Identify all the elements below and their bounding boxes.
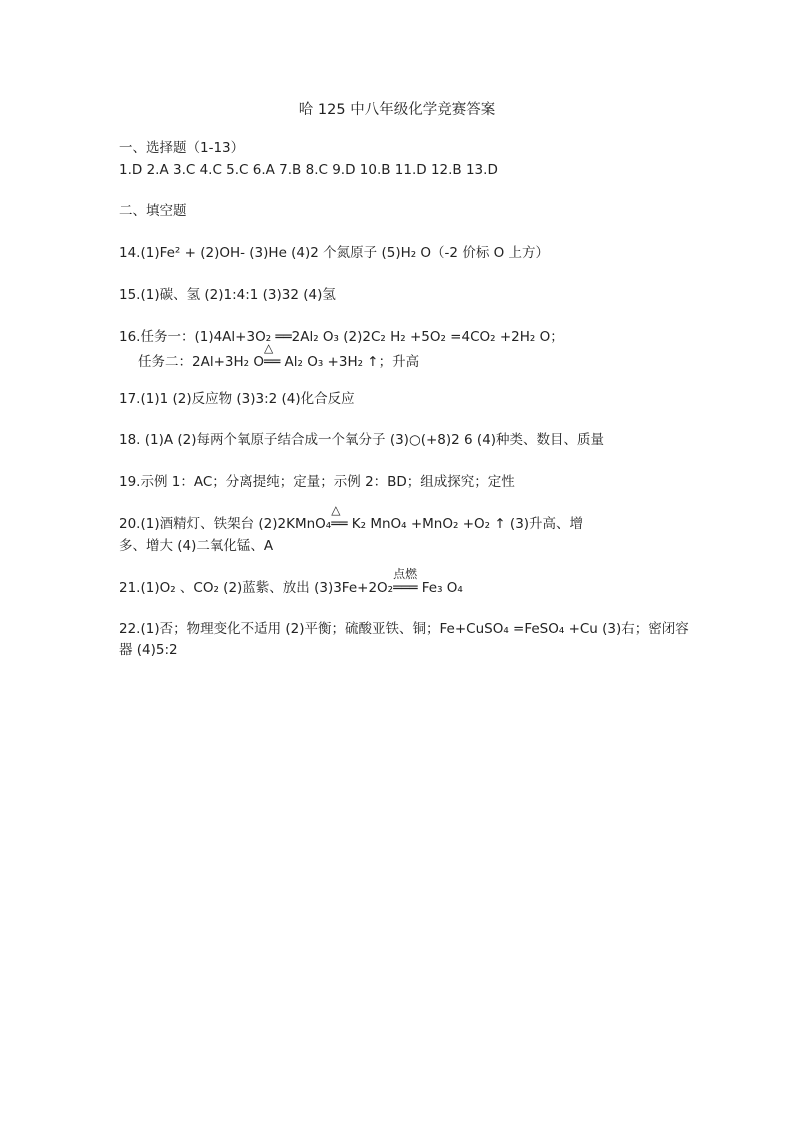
- section-choice-heading: 一、选择题（1-13）: [119, 140, 245, 156]
- answer-q22-line2: 器 (4)5:2: [119, 642, 178, 658]
- q20-equals-sign: ══: [331, 516, 348, 532]
- answer-q16-line1: 16.任务一：(1)4Al+3O₂ ══2Al₂ O₃ (2)2C₂ H₂ +5O₂ =4CO₂ +2H₂ O；: [119, 329, 564, 345]
- q20-heat-arrow: [331, 503, 348, 533]
- page-title: 哈 125 中八年级化学竞赛答案: [298, 102, 496, 118]
- answer-q20-line2: 多、增大 (4)二氧化锰、A: [119, 538, 274, 554]
- answer-q22-line1: 22.(1)否；物理变化不适用 (2)平衡；硫酸亚铁、铜；Fe+CuSO₄ =FeSO₄ +Cu (3)右；密闭容: [119, 621, 689, 637]
- q16-heat-arrow: [263, 341, 281, 371]
- answer-q17: 17.(1)1 (2)反应物 (3)3:2 (4)化合反应: [119, 391, 355, 407]
- section-fill-heading: 二、填空题: [119, 203, 187, 219]
- q16-heat-condition: △: [263, 341, 274, 355]
- answer-q16-line2: [138, 341, 420, 371]
- q20-heat-condition: △: [331, 503, 341, 517]
- choice-answers: 1.D 2.A 3.C 4.C 5.C 6.A 7.B 8.C 9.D 10.B 11.D 12.B 13.D: [119, 162, 498, 178]
- q20-line1-part-a: 20.(1)酒精灯、铁架台 (2)2KMnO₄: [119, 516, 332, 532]
- q21-ignite-arrow: [393, 567, 418, 597]
- q16-equals-sign: ══: [263, 354, 281, 370]
- answer-q15: 15.(1)碳、氢 (2)1:4:1 (3)32 (4)氢: [119, 287, 336, 303]
- answer-q18: 18. (1)A (2)每两个氧原子结合成一个氧分子 (3)○(+8)2 6 (4)种类、数目、质量: [119, 432, 605, 448]
- q21-part-b: Fe₃ O₄: [417, 580, 463, 596]
- q21-ignite-condition: 点燃: [393, 567, 418, 581]
- answer-q21: [119, 567, 463, 597]
- q16-line2-part-a: 任务二：2Al+3H₂ O: [138, 354, 264, 370]
- q21-equals-sign: ═══: [393, 580, 418, 596]
- q20-line1-part-b: K₂ MnO₄ +MnO₂ +O₂ ↑ (3)升高、增: [347, 516, 584, 532]
- answer-q19: 19.示例 1：AC；分离提纯；定量；示例 2：BD；组成探究；定性: [119, 474, 515, 490]
- answer-q20-line1: [119, 503, 584, 533]
- q21-part-a: 21.(1)O₂ 、CO₂ (2)蓝紫、放出 (3)3Fe+2O₂: [119, 580, 394, 596]
- q16-line2-part-b: Al₂ O₃ +3H₂ ↑；升高: [280, 354, 420, 370]
- answer-q14: 14.(1)Fe² + (2)OH- (3)He (4)2 个氮原子 (5)H₂ O（-2 价标 O 上方）: [119, 245, 550, 261]
